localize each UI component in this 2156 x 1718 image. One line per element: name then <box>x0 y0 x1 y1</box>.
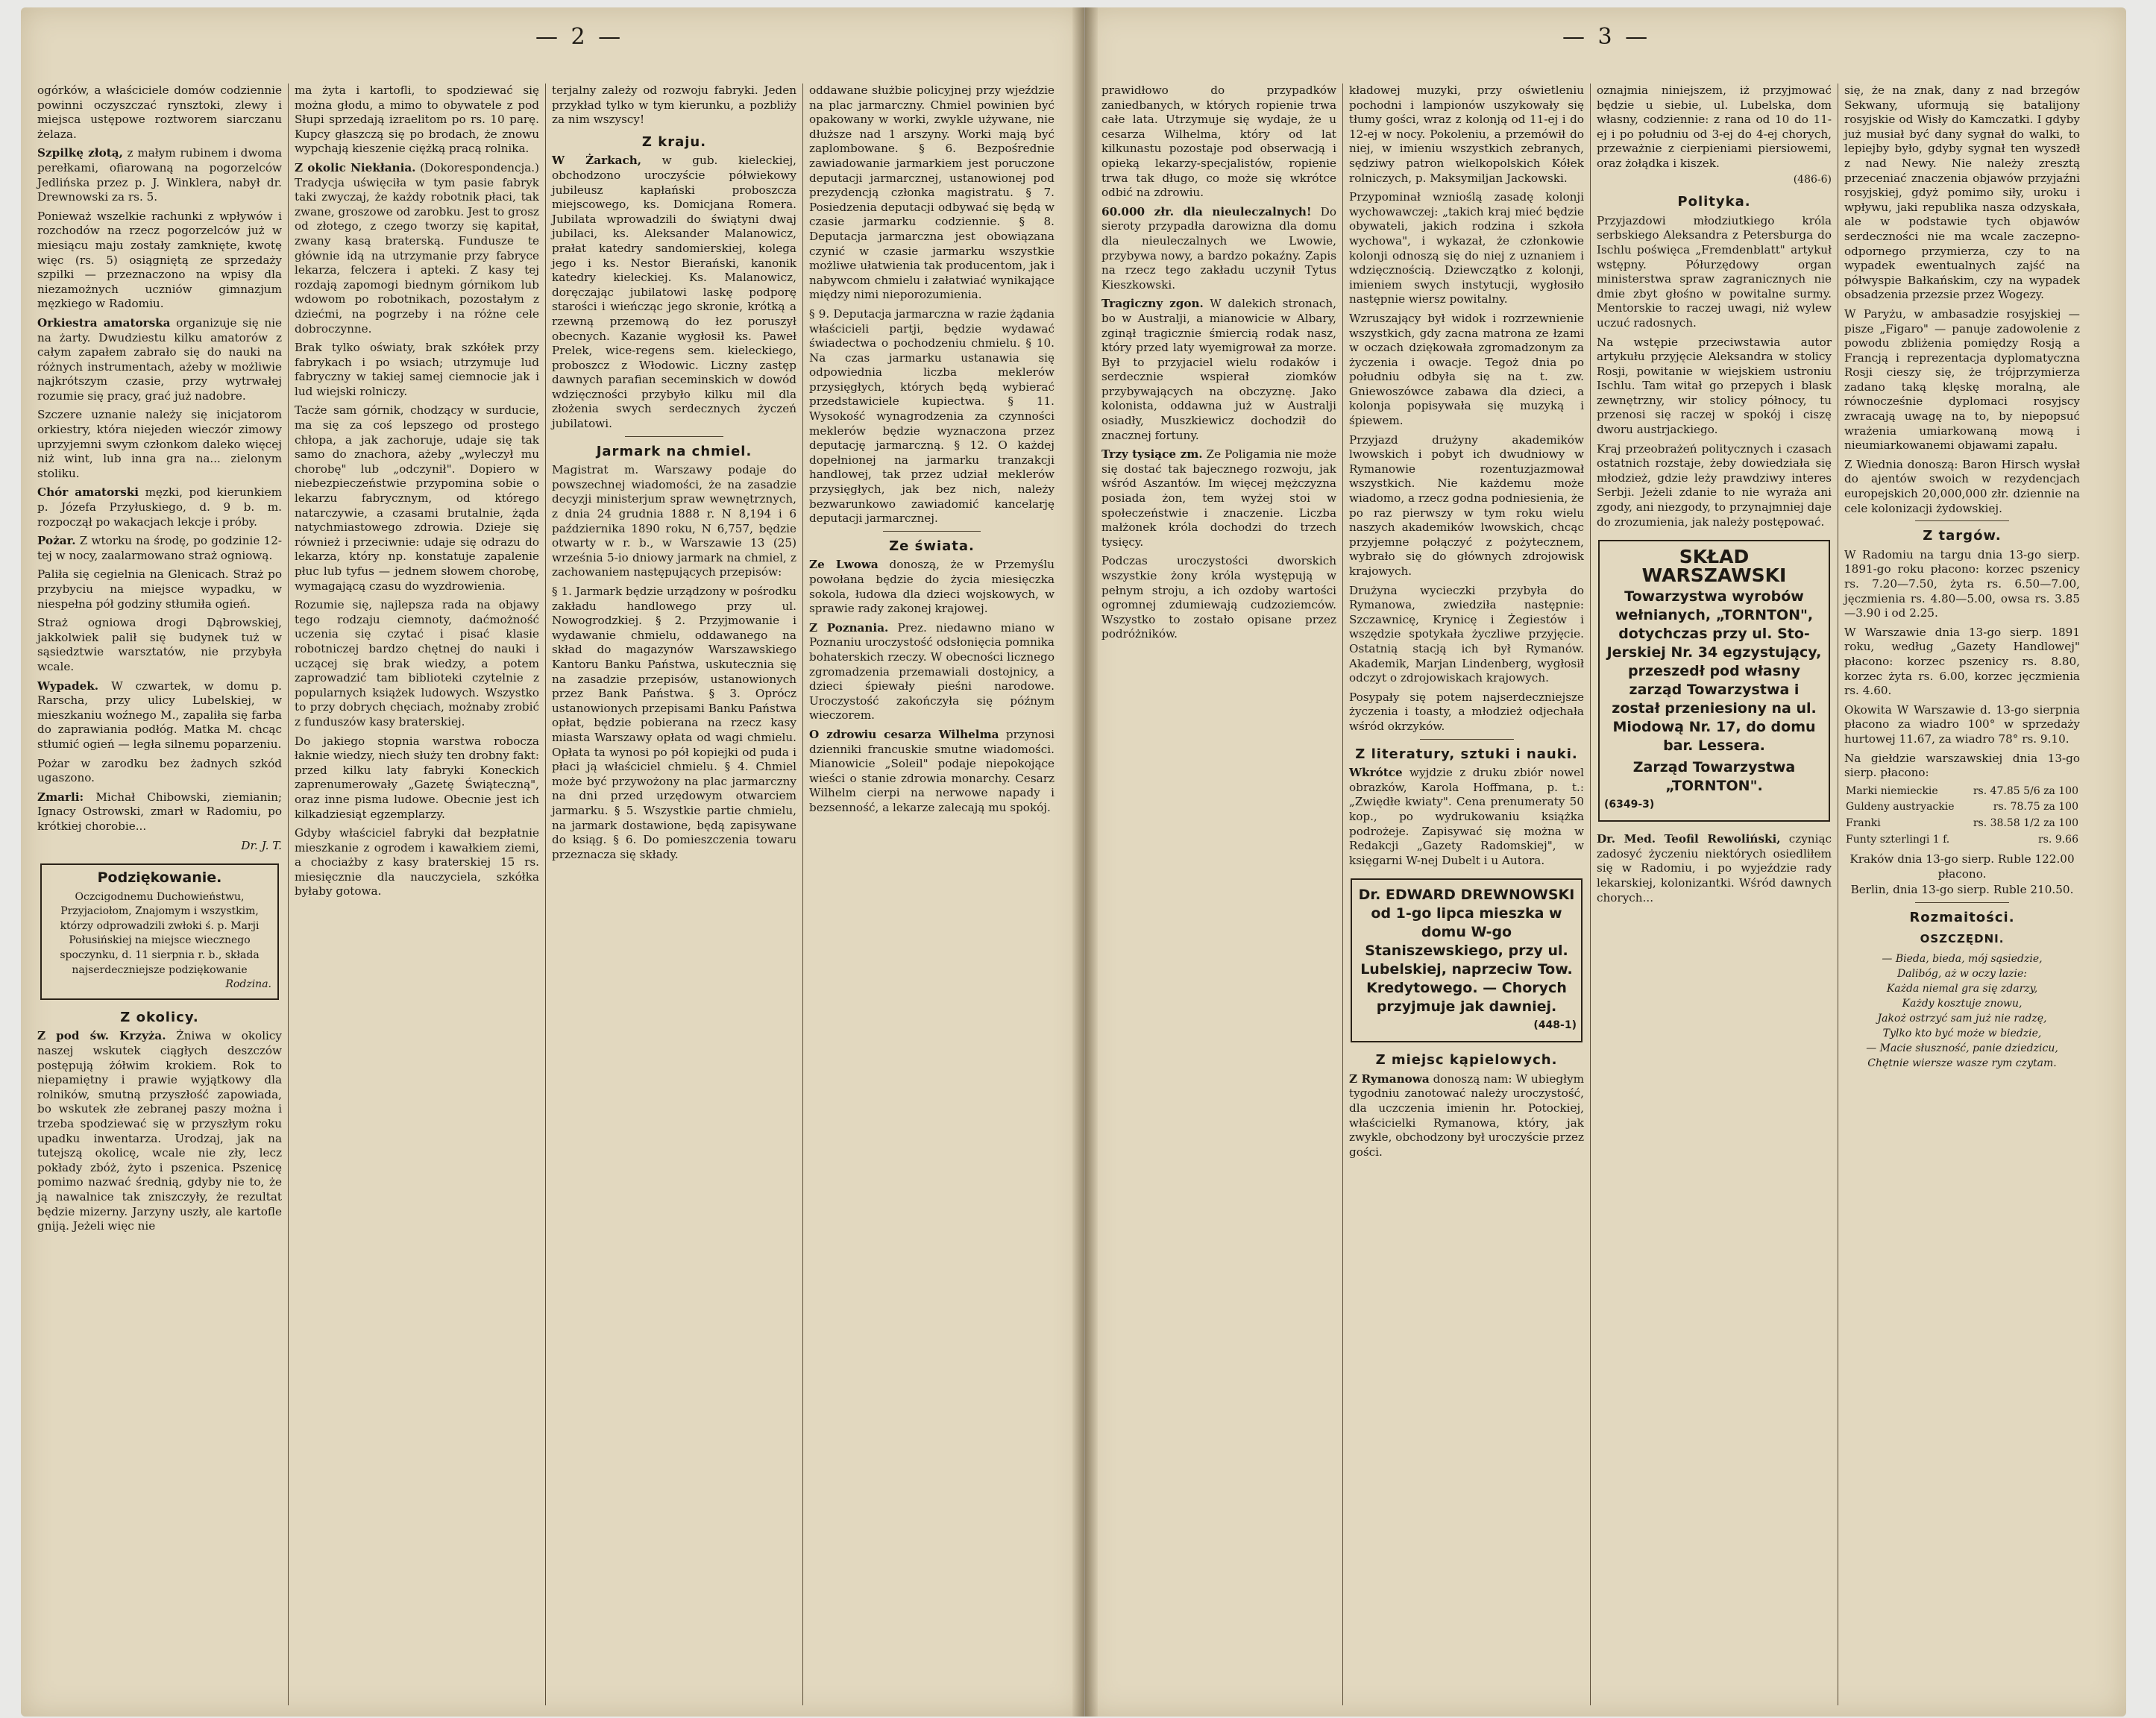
section-heading: Z targów. <box>1923 528 2002 544</box>
right-column-1 <box>1096 84 1343 1705</box>
paragraph: Do jakiego stopnia warstwa robocza łaknie wiedzy, niech służy ten drobny fakt: przed kilku laty fabryki Koneckich zaprenumerowały „Gazetę Świąteczną", oraz inne pisma ludowe. Obecnie jest ich kilkadziesiąt egzemplarzy. <box>295 734 539 821</box>
paragraph-heading: Trzy tysiące zm. <box>1101 447 1203 462</box>
doctor-advertisement <box>1351 878 1583 1042</box>
paragraph-text: W dalekich stronach, bo w Australji, a mianowicie w Albary, zginął tragicznie śmiercią rodak nasz, który przed laty wyemigrował za morze. Był to przyjaciel wielu rodaków i serdecznie wspierał ziomków przybywających na obczyznę. Jako kolonista, oddawna już w Australji osiadły, Muszkiewicz dochodził do znacznej fortuny. <box>1101 297 1336 442</box>
paragraph-heading: W Żarkach, <box>552 154 642 168</box>
poem-line: — Bieda, bieda, mój sąsiedzie, <box>1882 953 2043 966</box>
ad-signature: Zarząd Towarzystwa „TORNTON". <box>1632 759 1796 795</box>
paragraph-text: Michał Chibowski, ziemianin; Ignacy Ostrowski, zmarł w Radomiu, po krótkiej chorobie... <box>37 790 282 833</box>
exchange-value: rs. 38.58 1/2 za 100 <box>1973 816 2078 829</box>
acknowledgement-box <box>40 863 279 1000</box>
paragraph-heading: Tragiczny zgon. <box>1101 297 1204 311</box>
exchange-label: Franki <box>1846 816 1881 829</box>
paragraph: ogórków, a właściciele domów codziennie powinni oczyszczać rynsztoki, zlewy i miejsca ustępowe roztworem siarczanu żelaza. <box>37 84 282 141</box>
paragraph-text: Z wtorku na środę, po godzinie 12-tej w nocy, zaalarmowano straż ogniową. <box>37 534 283 562</box>
paragraph-text: Żniwa w okolicy naszej wskutek ciągłych deszczów postępują żółwim krokiem. Rok to niepamiętny i prawie wyjątkowy dla rolników, smutną przyszłość zapowiada, bo wskutek złe zebranej paszy można i trzeba spodziewać się w przyszłym roku upadku inwentarza. Urodzaj, jak na tutejszą okolicę, wcale nie zły, lecz pokłady zbóż, żyto i pszenica. Pszenicę pomimo nazwać średnią, gdyby nie to, że ją nawalnice tak zniszczyły, że rezultat będzie mizerny. Jarzyny uszły, ale kartofle gniją. Jeżeli więc nie <box>37 1029 282 1233</box>
right-page <box>1085 7 2126 1717</box>
page-number-left: — 2 — <box>535 24 624 50</box>
section-heading: Rozmaitości. <box>1909 909 2015 925</box>
paragraph: W Warszawie dnia 13-go sierp. 1891 roku, według „Gazety Handlowej" płacono: korzec pszenicy rs. 8.80, korzec żyta rs. 6.00, korzec jęczmienia rs. 4.60. <box>1844 625 2080 698</box>
section-heading: Polityka. <box>1677 194 1751 210</box>
left-column-1 <box>31 84 289 1705</box>
paragraph-heading: Pożar. <box>37 534 76 548</box>
paragraph: ma żyta i kartofli, to spodziewać się można głodu, a mimo to obywatele z pod Słupi sprzedają izraelitom po rs. 10 parę. Kupcy głaszczą się po brodach, że znowu wypchają kieszenie ciężką pracą rolnika. <box>295 84 539 156</box>
divider <box>1915 902 2009 903</box>
paragraph: Przypominał wznioślą zasadę kolonji wychowawczej: „takich kraj mieć będzie obywateli, jakich rodzina i szkoła wychowa", i wykazał, że członkowie kolonji odnoszą się do niej z uznaniem i wdzięcznością. Dziewczątko z kolonji, imieniem swych instytucji, wygłosiło następnie wiersz powitalny. <box>1349 190 1584 306</box>
ad-code: (486-6) <box>1793 173 1832 186</box>
exchange-table <box>1844 784 2080 848</box>
section-heading: Z kraju. <box>641 133 707 150</box>
ad-title: Dr. EDWARD DREWNOWSKI <box>1358 887 1575 904</box>
paragraph: Na giełdzie warszawskiej dnia 13-go sierp. płacono: <box>1844 751 2080 780</box>
paragraph: Przyjazd drużyny akademików lwowskich i pobyt ich dwudniowy w Rymanowie rozentuzjazmował wszystkich. Nie każdemu może wiadomo, a rzecz godna podniesienia, że po raz pierwszy w tym roku wielu naszych akademików lwowskich, chcąc przyjemne połączyć z pożytecznem, wybrało się do głównych zdrojowisk krajowych. <box>1349 432 1584 578</box>
paragraph-text: donoszą, że w Przemyślu powołana będzie do życia miesięczka sokola, łudowa dla dzieci wojskowych, w sprawie rady zakonej krajowej. <box>809 558 1055 616</box>
divider <box>1915 520 2009 521</box>
paragraph-text: organizuje się nie na żarty. Dwudziestu kilku amatorów z całym zapałem zabrało się do nauki na różnych instrumentach, ażeby w możliwie najkrótszym czasie, przy wytrwałej rozumie się pracy, grać już nadobre. <box>37 315 282 403</box>
paragraph-heading: Wkrótce <box>1349 766 1403 780</box>
divider <box>625 436 723 437</box>
box-title: Podziękowanie. <box>97 869 222 887</box>
paragraph-heading: Z Poznania. <box>809 620 889 635</box>
paragraph-heading: Z okolic Niekłania. <box>295 160 416 174</box>
paragraph-heading: Ze Lwowa <box>809 558 879 572</box>
divider <box>1420 739 1514 740</box>
right-columns <box>1096 84 2086 1705</box>
paragraph: W Radomiu na targu dnia 13-go sierp. 1891-go roku płacono: korzec pszenicy rs. 7.20—7.50, żyta rs. 6.50—7.00, jęczmienia rs. 4.80—5.00, owsa rs. 3.85—3.90 i od 2.25. <box>1844 547 2080 620</box>
section-heading: Jarmark na chmiel. <box>596 443 752 459</box>
left-columns <box>31 84 1060 1705</box>
paragraph: Szczere uznanie należy się inicjatorom orkiestry, która niejeden wieczór zimowy uprzyjemni swym członkom daleko więcej niż wint, lub inna gra na... zielonym stoliku. <box>37 408 282 480</box>
paragraph: Posypały się potem najserdeczniejsze życzenia i toasty, a młodzież odjechała wśród okrzyków. <box>1349 690 1584 733</box>
paragraph: Gdyby właściciel fabryki dał bezpłatnie mieszkanie z ogrodem i kawałkiem ziemi, a chociażby z kasy braterskiej 15 rs. miesięcznie dla nauczyciela, szkółka byłaby gotowa. <box>295 826 539 899</box>
paragraph-text: wyjdzie z druku zbiór nowel obrazków, Karola Hoffmana, p. t.: „Zwiędłe kwiaty". Cena prenumeraty 50 kop., po wydrukowaniu książka podrożeje. Zapisywać się można w Redakcji „Gazety Radomskiej", w księgarni W-nej Dubelt i u Autora. <box>1349 766 1584 867</box>
poem-line: Jakoż ostrzyć sam już nie radzę, <box>1877 1013 2047 1025</box>
exchange-value: rs. 47.85 5/6 za 100 <box>1973 784 2078 797</box>
paragraph: Rozumie się, najlepsza rada na objawy tego rodzaju ciemnoty, daćmożność uczenia się czytać i pisać klasie robotniczej bardzo chętnej do nauki i uczącej się brak wiedzy, a potem zaprowadzić tam biblioteki czytelnie z popularnych książek ludowych. Wszystko to przy dobrych chęciach, możnaby zrobić z funduszów kasy braterskiej. <box>295 598 539 729</box>
poem <box>1844 951 2080 1071</box>
left-column-3 <box>546 84 803 1705</box>
paragraph-heading: Zmarli: <box>37 790 84 804</box>
left-page <box>21 7 1084 1717</box>
paragraph-heading: 60.000 złr. dla nieuleczalnych! <box>1101 204 1312 218</box>
paragraph-text: donoszą nam: W ubiegłym tygodniu zanotować należy uroczystość, dla uczczenia imienin hr. Potockiej, właścicielki Rymanowa, który, jak zwykle, obchodzony był uroczyście przez gości. <box>1349 1072 1584 1159</box>
paragraph: Drużyna wycieczki przybyła do Rymanowa, zwiedziła następnie: Szczawnicę, Krynicę i Żegiestów i wszędzie spotykała życzliwe przyjęcie. Ostatnią stacją ich był Rymanów. Akademik, Marjan Lindenberg, wygłosił odczyt o zdrojowiskach krajowych. <box>1349 583 1584 685</box>
page-number-right: — 3 — <box>1562 24 1651 50</box>
paragraph-heading: O zdrowiu cesarza Wilhelma <box>809 727 999 741</box>
ad-code: (448-1) <box>1533 1019 1577 1032</box>
paragraph-text: Prez. niedawno miano w Poznaniu uroczystość odsłonięcia pomnika bohaterskich rzeczy. W obecności licznego zgromadzenia przemawiali dostojnicy, a dzieci śpiewały pieśni narodowe. Uroczystość zakończyła się późnym wieczorem. <box>809 620 1055 723</box>
warehouse-advertisement <box>1598 540 1830 822</box>
poem-line: Każdy kosztuje znowu, <box>1902 998 2023 1010</box>
ad-text: od 1-go lipca mieszka w domu W-go Staniszewskiego, przy ul. Lubelskiej, naprzeciw Tow. Kredytowego. — Chorych przyjmuje jak dawniej. <box>1360 905 1573 1016</box>
paragraph: terjalny zależy od rozwoju fabryki. Jeden przykład tylko w tym kierunku, a pozbliży za nim wszyscy! <box>552 84 796 127</box>
paragraph: Paliła się cegielnia na Glenicach. Straż po przybyciu na miejsce wypadku, w niespełna pół godziny stłumiła ogień. <box>37 567 282 611</box>
exchange-value: rs. 9.66 <box>2038 833 2078 846</box>
paragraph-text: Ze Poligamia nie może się dostać tak bajecznego rozwoju, jak wśród Aszantów. Im więcej mężczyzna posiada żon, tem wyżej stoi w społeczeństwie i znaczenie. Liczba małżonek króla dochodzi do trzech tysięcy. <box>1101 447 1336 549</box>
paragraph-heading: Wypadek. <box>37 679 99 693</box>
paragraph-heading: Chór amatorski <box>37 485 139 500</box>
paragraph: Magistrat m. Warszawy podaje do powszechnej wiadomości, że na zasadzie decyzji ministerjum spraw wewnętrznych, z dnia 24 grudnia 1888 r. N 8,194 i 6 października 1890 roku, N 6,757, będzie otwarty w r. b., w Warszawie 13 (25) września 5-io dniowy jarmark na chmiel, z zachowaniem następujących przepisów: <box>552 463 796 579</box>
paragraph: oznajmia niniejszem, iż przyjmować będzie u siebie, ul. Lubelska, dom własny, codziennie: z rana od 10 do 11-ej i po południu od 3-ej do 4-ej chorych, przeważnie z cierpieniami piersiowemi, oraz żołądka i kiszek. <box>1597 84 1832 170</box>
paragraph: Berlin, dnia 13-go sierp. Ruble 210.50. <box>1850 883 2074 897</box>
paragraph-heading: Z Rymanowa <box>1349 1072 1430 1086</box>
paragraph-text: z małym rubinem i dwoma perełkami, ofiarowaną na pogorzelców Jedlińska przez p. J. Winklera, nabył dr. Drewnowski za rs. 5. <box>37 146 282 204</box>
signature: Dr. J. T. <box>241 838 282 852</box>
paragraph: Straż ogniowa drogi Dąbrowskiej, jakkolwiek palił się budynek tuż w sąsiedztwie warsztatów, nie przybyła wcale. <box>37 616 282 673</box>
exchange-label: Marki niemieckie <box>1846 784 1938 797</box>
table-row <box>1844 816 2080 832</box>
paragraph-text: Do sieroty przypadła darowizna dla domu dla nieuleczalnych we Lwowie, przybywa nowy, a bardzo pokaźny. Zapis na rzecz tego zakładu uczynił Tytus Kieszkowski. <box>1101 204 1336 292</box>
ad-code: (6349-3) <box>1604 799 1655 811</box>
poem-line: Każda niemal gra się zdarzy, <box>1886 983 2038 995</box>
right-column-3 <box>1591 84 1838 1705</box>
left-column-4 <box>803 84 1060 1705</box>
paragraph: § 9. Deputacja jarmarczna w razie żądania właścicieli partji, będzie wydawać świadectwa o pochodzeniu chmielu. § 10. Na czas jarmarku ustanawia się odpowiednia liczba meklerów przysięgłych, których będą wybierać przedstawiciele kupiectwa. § 11. Wysokość wynagrodzenia za czynności meklerów będzie wyznaczona przez deputację jarmarczną. § 12. O każdej dopełnionej na jarmarku tranzakcji handlowej, tak przez udział meklerów przysięgłych, jak bez nich, należy bezwarunkowo zawiadomić kancelarję deputacji jarmarcznej. <box>809 306 1055 526</box>
exchange-value: rs. 78.75 za 100 <box>1993 801 2078 814</box>
paragraph: Brak tylko oświaty, brak szkółek przy fabrykach i po wsiach; utrzymuje lud fabryczny w takiej samej ciemnocie jak i lud wiejski rolniczy. <box>295 341 539 398</box>
table-row <box>1844 799 2080 816</box>
ad-title: SKŁAD WARSZAWSKI <box>1641 546 1787 587</box>
box-signature: Rodzina. <box>225 978 271 991</box>
paragraph-text: (Dokorespondencja.) Tradycja uświęciła w tym pasie fabryk taki zwyczaj, że każdy robotnik płaci, tak zwane, groszowe od zarobku. Jest to grosz od złotego, z czego tworzy się kapitał, zwany kasą braterską. Fundusze te głównie idą na utrzymanie przy fabryce lekarza, felczera i apteki. Z kasy tej rozdają zapomogi biednym górnikom lub wdowom po robotnikach, pozostałym z dziećmi, na pogrzeby i na różne cele dobroczynne. <box>295 160 539 336</box>
paragraph: § 1. Jarmark będzie urządzony w pośrodku zakładu handlowego przy ul. Nowogrodzkiej. § 2. Przyjmowanie i wydawanie chmielu, oddawanego na skład do magazynów Warszawskiego Kantoru Banku Państwa, uskutecznia się na zasadzie przepisów, ustanowionych przez Bank Państwa. § 3. Oprócz ustanowionych przepisami Banku Państwa opłat, będzie pobierana na rzecz kasy miasta Warszawy opłata od wagi chmielu. Opłata ta wynosi po pół kopiejki od puda i płaci ją właściciel chmielu. § 4. Chmiel może być przywożony na plac jarmarczny na dni przed urzędowym otwarciem jarmarku. § 5. Wszystkie partie chmielu, na jarmark dostawione, będą zapisywane do ksiąg. § 6. Do pomieszczenia towaru przeznacza się składy. <box>552 585 796 861</box>
section-heading: Z literatury, sztuki i nauki. <box>1355 746 1578 762</box>
poem-title: OSZCZĘDNI. <box>1920 932 2005 946</box>
left-column-2 <box>289 84 546 1705</box>
box-text: Oczcigodnemu Duchowieństwu, Przyjaciołom, Znajomym i wszystkim, którzy odprowadzili zwłoki ś. p. Marji Połusińskiej na miejsce wiecznego spoczynku, d. 11 sierpnia r. b., składa najserdeczniejsze podziękowanie <box>60 890 260 976</box>
section-heading: Z miejsc kąpielowych. <box>1375 1052 1558 1069</box>
paragraph: prawidłowo do przypadków zaniedbanych, w których ropienie trwa całe lata. Utrzymuje się wydaje, że u cesarza Wilhelma, który od lat kilkunastu pozostaje pod obserwacją i opieką lekarzy-specjalistów, ropienie trwa tak długo, co może się wkrótce odbić na zdrowiu. <box>1101 84 1336 200</box>
paragraph-text: męzki, pod kierunkiem p. Józefa Przyłuskiego, d. 9 b. m. rozpoczął po wakacjach lekcje i próby. <box>37 485 283 529</box>
paragraph-heading: Z pod św. Krzyża. <box>37 1029 166 1043</box>
paragraph: Wzruszający był widok i rozrzewnienie wszystkich, gdy zacna matrona ze łzami w oczach dziękowała zgromadzonym za życzenia i owacje. Tegoż dnia po południu odbyła się na t. zw. Gniewoszówce zabawa dla dzieci, a kolonja popisywała się muzyką i śpiewem. <box>1349 311 1584 428</box>
paragraph: Tacże sam górnik, chodzący w surducie, ma się za coś lepszego od prostego chłopa, a jak zachoruje, udaje się tak samo do znachora, ażeby „wyleczył mu chorobę" lub „odczynił". Dopiero w niebezpieczeństwie przypomina sobie o lekarzu fabrycznym, od którego natarczywie, a czasami brutalnie, żąda natychmiastowego zdrowia. Dzieje się również i przeciwnie: udaje się odrazu do lekarza, który np. konstatuje zapalenie płuc lub tyfus — jednem słowem chorobę, wymagającą czasu do wyzdrowienia. <box>295 403 539 593</box>
table-row <box>1844 832 2080 849</box>
table-row <box>1844 784 2080 800</box>
book-spine <box>1072 7 1098 1717</box>
section-heading: Z okolicy. <box>120 1009 199 1025</box>
poem-line: Dalibóg, aż w oczy lazie: <box>1896 968 2028 981</box>
paragraph: Z Wiednia donoszą: Baron Hirsch wysłał do ajentów swoich w rezydencjach europejskich 20,000,000 złr. dziennie na cele kolonizacji żydowskiej. <box>1844 457 2080 515</box>
paragraph: oddawane służbie policyjnej przy wjeździe na plac jarmarczny. Chmiel powinien być opakowany w worki, zwykle używane, nie dłuższe nad 1 arszyny. Worki mają być zaplombowane. § 6. Bezpośrednie zawiadowanie jarmarkiem jest poruczone deputacji jarmarcznej, ustanowionej pod prezydencją członka magistratu. § 7. Posiedzenia deputacji odbywać się będą w czasie jarmarku codziennie. § 8. Deputacja jarmarczna jest obowiązana czynić w czasie jarmarku wszystkie możliwe ułatwienia tak producentom, jak i nabywcom chmielu i załatwiać wynikające między nimi nieporozumienia. <box>809 84 1055 302</box>
exchange-label: Guldeny austryackie <box>1846 801 1955 814</box>
poem-line: — Macie słuszność, panie dziedzicu, <box>1866 1042 2058 1055</box>
paragraph-heading: Dr. Med. Teofil Rewoliński, <box>1597 832 1781 846</box>
paragraph-text: w gub. kieleckiej, obchodzono uroczyście półwiekowy jubileusz kapłański proboszcza miejscowego, ks. Domicjana Romera. Jubilata wprowadzili do świątyni dwaj jubilaci, ks. Aleksander Malanowicz, prałat katedry sandomierskiej, kolega jego i ks. Nestor Bierański, kanonik katedry kieleckiej. Ks. Malanowicz, doręczając jubilatowi laskę podporę starości i wieńcząc jego skronie, krótką a rzewną przemową do łez poruszył obecnych. Kazanie wygłosił ks. Paweł Prelek, wice-regens sem. kieleckiego, proboszcz z Włodowic. Liczny zastęp dawnych parafian seceminskich w dowód wdzięczności przybyło kilku mil dla złożenia swych serdecznych życzeń jubilatowi. <box>552 154 796 431</box>
paragraph: Kraków dnia 13-go sierp. Ruble 122.00 płacono. <box>1849 852 2075 881</box>
paragraph: Przyjazdowi młodziutkiego króla serbskiego Aleksandra z Petersburga do Ischlu poświęca „Fremdenblatt" artykuł wstępny. Półurzędowy organ ministerstwa spraw zagranicznych nie dmie zbyt głośno w powitalne surmy. Mentorskie to raczej uwagi, niż wylew uczuć radosnych. <box>1597 213 1832 330</box>
paragraph: W Paryżu, w ambasadzie rosyjskiej — pisze „Figaro" — panuje zadowolenie z powodu zbliżenia pomiędzy Rosją a Francją i reprezentacja dyplomatyczna Rosji cieszy się, że trójprzymierza zadano taką klęskę moralną, ale równocześnie dyplomaci rosyjscy zwracają uwagę na to, by niepopsuć wrażenia umiarkowaną mową i nieumiarkowanemi objawami zapału. <box>1844 306 2080 453</box>
paragraph-text: przynosi dzienniki francuskie smutne wiadomości. Mianowicie „Soleil" podaje niepokojące wieści o stanie zdrowia monarchy. Cesarz Wilhelm cierpi na nerwowe napady i bezsenność, a lekarze zalecają mu spokój. <box>809 727 1055 814</box>
divider <box>883 531 981 532</box>
paragraph: się, że na znak, dany z nad brzegów Sekwany, uformują się batalijony rosyjskie od Wisły do Kamczatki. I gdyby już musiał być dany sygnał do walki, to lepiejby było, gdyby sygnał ten wyszedł z nad Newy. Nie należy zresztą przeceniać znaczenia objawów przyjaźni rosyjskiej, gdyż pomimo siły, uroku i wpływu, jaki republika nasza odzyskała, ale w podstawie tych objawów serdeczności nie ma wcale zaczepno-odpornego przymierza, czy to na wypadek ewentualnych zajść na półwyspie Bałkańskim, czy na wypadek obsadzenia przezsie przez Wogezy. <box>1844 84 2080 302</box>
paragraph: Podczas uroczystości dworskich wszystkie żony króla występują w pełnym stroju, a ich ozdoby wartości ogromnej zdumiewają cudzoziemców. Wszystko to zostało opisane przez podróżników. <box>1101 554 1336 641</box>
paragraph: Na wstępie przeciwstawia autor artykułu przyjęcie Aleksandra w stolicy Rosji, powitanie w wiejskiem ustroniu Ischlu. Tam witał go przepych i blask zewnętrzny, wir stolicy północy, tu przenosi się raczej w spokój i ciszę dworu austrjackiego. <box>1597 335 1832 437</box>
section-heading: Ze świata. <box>889 538 975 554</box>
paragraph: Kraj przeobrażeń politycznych i czasach ostatnich rozstaje, żeby dowiedziała się młodzież, gdzie leży prawdziwy interes Serbji. Jeżeli zdanie to nie wyraża ani zgody, ani niezgody, to przynajmniej daje do zrozumienia, jak należy postępować. <box>1597 441 1832 529</box>
poem-line: Tylko kto być może w biedzie, <box>1882 1028 2042 1040</box>
paragraph-text: czyniąc zadosyć życzeniu niektórych osiedliłem się w Radomiu, i po wyjeździe rady lekarskiej, kolonizantki. Wśród dawnych chorych... <box>1597 832 1832 904</box>
paragraph: Okowita W Warszawie d. 13-go sierpnia płacono za wiadro 100° w sprzedaży hurtowej 11.67, za wiadro 78° rs. 9.10. <box>1844 702 2080 746</box>
poem-line: Chętnie wiersze wasze rym czytam. <box>1867 1057 2057 1070</box>
paragraph-heading: Szpilkę złotą, <box>37 146 123 160</box>
ad-text: Towarzystwa wyrobów wełnianych, „TORNTON", dotychczas przy ul. Sto-Jerskiej Nr. 34 egzystujący, przeszedł pod własny zarząd Towarzystwa i został przeniesiony na ul. Miodową Nr. 17, do domu bar. Lessera. <box>1606 588 1822 755</box>
paragraph: Ponieważ wszelkie rachunki z wpływów i rozchodów na rzecz pogorzelców już w miesiącu maju zostały zamknięte, kwotę więc (rs. 5) osiągniętą ze sprzedaży szpilki — przeznaczono na wpisy dla niezamożnych uczniów gimnazjum męzkiego w Radomiu. <box>37 209 282 311</box>
right-column-4 <box>1838 84 2086 1705</box>
paragraph: Pożar w zarodku bez żadnych szkód ugaszono. <box>37 756 282 785</box>
paragraph: kładowej muzyki, przy oświetleniu pochodni i lampionów uszykowały się tłumy gości, wraz z kolonją od 11-ej i do 12-ej w nocy. Pokoleniu, a przemówił do niej, w imieniu wszystkich zebranych, sędziwy patron wielkopolskich Kółek rolniczych, p. Maksymiljan Jackowski. <box>1349 84 1584 185</box>
paragraph-text: W czwartek, w domu p. Rarscha, przy ulicy Lubelskiej, w mieszkaniu woźnego M., zapaliła się farba do zaprawiania podłóg. Matka M. chcąc stłumić ogień — legła silnemu poparzeniu. <box>37 679 283 751</box>
right-column-2 <box>1343 84 1591 1705</box>
exchange-label: Funty szterlingi 1 f. <box>1846 833 1950 846</box>
paragraph-heading: Orkiestra amatorska <box>37 315 171 330</box>
